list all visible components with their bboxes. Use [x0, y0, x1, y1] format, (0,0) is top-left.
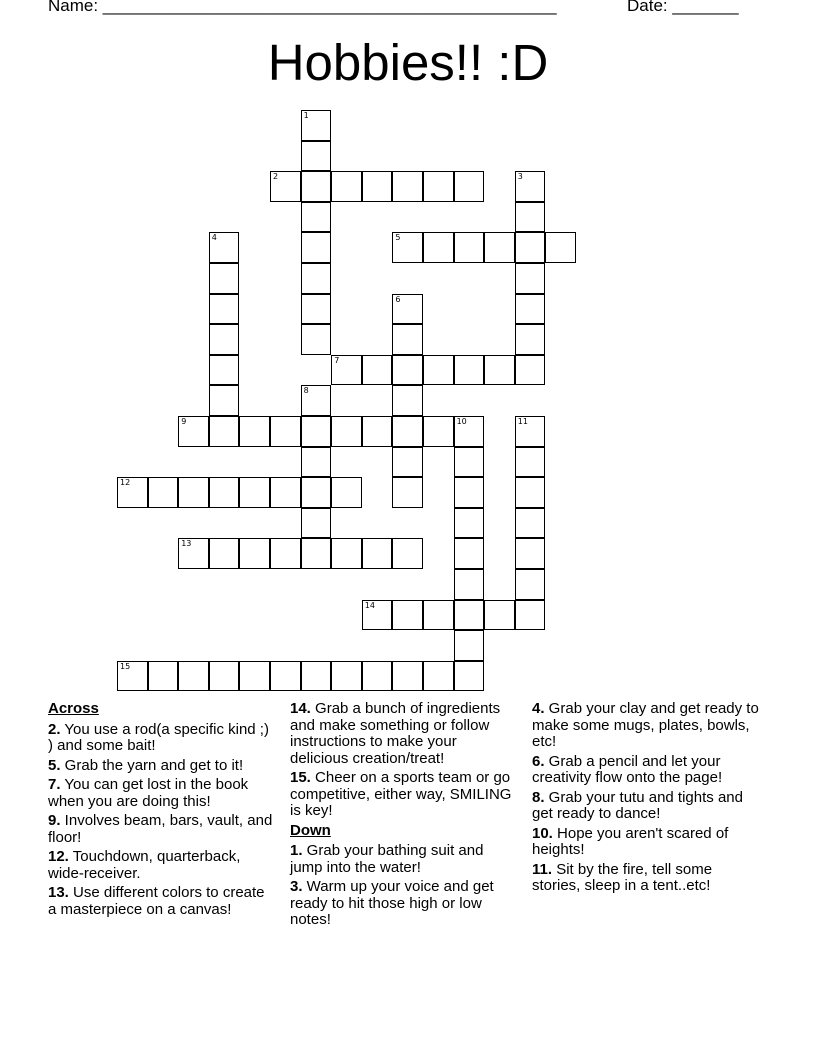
crossword-cell[interactable]: [178, 661, 209, 692]
crossword-cell[interactable]: [515, 477, 546, 508]
crossword-cell[interactable]: [392, 600, 423, 631]
clue-number: 9: [181, 417, 187, 426]
crossword-cell[interactable]: [454, 355, 485, 386]
crossword-cell[interactable]: [423, 171, 454, 202]
crossword-cell[interactable]: [515, 447, 546, 478]
clue-number: 11: [517, 417, 528, 426]
crossword-cell[interactable]: [301, 263, 332, 294]
crossword-cell[interactable]: [331, 477, 362, 508]
clue-number: 4: [211, 233, 217, 243]
crossword-cell[interactable]: [301, 416, 332, 447]
clue-number-label: 11.: [532, 860, 553, 878]
crossword-cell[interactable]: [362, 538, 393, 569]
clue-number: 1: [303, 111, 309, 120]
crossword-cell[interactable]: [423, 661, 454, 692]
crossword-cell[interactable]: [270, 538, 301, 569]
across-clue: [48, 885, 273, 918]
down-clue: [290, 843, 518, 876]
crossword-cell[interactable]: [362, 416, 393, 447]
crossword-cell[interactable]: [148, 661, 179, 692]
clue-number: 6: [395, 294, 401, 304]
crossword-cell[interactable]: [392, 477, 423, 508]
crossword-cell[interactable]: [454, 447, 485, 478]
clue-number: 12: [120, 478, 131, 488]
across-clue: [290, 770, 518, 820]
clue-number-label: 14.: [290, 700, 311, 717]
clue-number-label: 4.: [532, 700, 545, 717]
crossword-cell[interactable]: [301, 171, 332, 202]
crossword-cell[interactable]: [423, 355, 454, 386]
clue-number-label: 8.: [532, 788, 545, 806]
crossword-cell[interactable]: [454, 416, 485, 447]
clue-text: Involves beam, bars, vault, and floor!: [48, 812, 273, 846]
crossword-cell[interactable]: [209, 661, 240, 692]
crossword-cell[interactable]: [392, 232, 423, 263]
crossword-cell[interactable]: [392, 294, 423, 325]
clue-number: 13: [181, 539, 192, 549]
clue-number-label: 2.: [48, 720, 61, 738]
across-clue: [48, 758, 273, 775]
crossword-cell[interactable]: [148, 477, 179, 508]
clue-number-label: 15.: [290, 769, 311, 786]
crossword-cell[interactable]: [515, 294, 546, 325]
crossword-cell[interactable]: [392, 171, 423, 202]
crossword-cell[interactable]: [301, 324, 332, 355]
crossword-cell[interactable]: [362, 355, 393, 386]
crossword-cell[interactable]: [239, 416, 270, 447]
clue-text: Grab a bunch of ingredients and make something or follow instructions to make your delicious creation/treat!: [290, 700, 501, 767]
clue-number-label: 1.: [290, 842, 303, 859]
name-field-label[interactable]: Name: ________________________________________________: [48, 0, 557, 15]
crossword-cell[interactable]: [301, 538, 332, 569]
clue-text: Use different colors to create a masterpiece on a canvas!: [48, 884, 265, 918]
crossword-cell[interactable]: [301, 661, 332, 692]
crossword-cell[interactable]: [454, 508, 485, 539]
clue-number-label: 9.: [48, 812, 61, 829]
crossword-cell[interactable]: [331, 171, 362, 202]
crossword-cell[interactable]: [392, 355, 423, 386]
clue-number-label: 6.: [532, 752, 545, 770]
crossword-cell[interactable]: [484, 232, 515, 263]
crossword-cell[interactable]: [301, 294, 332, 325]
crossword-cell[interactable]: [209, 355, 240, 386]
clue-number: 14: [364, 600, 375, 610]
crossword-cell[interactable]: [209, 324, 240, 355]
clue-number-label: 3.: [290, 878, 303, 895]
clue-column-2: [290, 701, 518, 932]
crossword-cell[interactable]: [362, 661, 393, 692]
crossword-cell[interactable]: [301, 232, 332, 263]
crossword-cell[interactable]: [423, 416, 454, 447]
crossword-cell[interactable]: [454, 538, 485, 569]
crossword-cell[interactable]: [454, 477, 485, 508]
clue-number: 8: [303, 386, 309, 396]
clue-number-label: 7.: [48, 776, 61, 793]
page-title: Hobbies!! :D: [267, 34, 549, 91]
clue-text: You can get lost in the book when you are doing this!: [48, 776, 249, 810]
clue-number: 3: [517, 172, 523, 182]
crossword-cell[interactable]: [515, 508, 546, 539]
date-field-label[interactable]: Date: _______: [627, 0, 739, 15]
crossword-cell[interactable]: [515, 569, 546, 600]
crossword-cell[interactable]: [515, 324, 546, 355]
crossword-cell[interactable]: [392, 447, 423, 478]
down-clue: [532, 701, 762, 751]
crossword-cell[interactable]: [331, 416, 362, 447]
crossword-cell[interactable]: [515, 416, 546, 447]
clue-text: Hope you aren't scared of heights!: [532, 824, 729, 858]
crossword-cell[interactable]: [515, 232, 546, 263]
across-clue: [48, 813, 273, 846]
clue-text: You use a rod(a specific kind ;) ) and some bait!: [48, 720, 269, 754]
clue-column-1: [48, 701, 273, 921]
down-clue: [290, 879, 518, 929]
clue-number: 10: [456, 417, 467, 426]
across-clue: [48, 722, 273, 755]
crossword-cell[interactable]: [331, 538, 362, 569]
crossword-cell[interactable]: [178, 538, 209, 569]
across-clue: [48, 777, 273, 810]
crossword-cell[interactable]: [270, 171, 301, 202]
crossword-cell[interactable]: [117, 477, 148, 508]
crossword-cell[interactable]: [423, 600, 454, 631]
crossword-cell[interactable]: [178, 416, 209, 447]
clue-number: 7: [334, 355, 340, 365]
across-clue: [290, 701, 518, 767]
crossword-cell[interactable]: [362, 171, 393, 202]
down-clue: [532, 754, 762, 787]
clue-text: Sit by the fire, tell some stories, sleep in a tent..etc!: [532, 860, 713, 894]
crossword-cell[interactable]: [178, 477, 209, 508]
crossword-cell[interactable]: [209, 232, 240, 263]
crossword-cell[interactable]: [301, 508, 332, 539]
clue-number-label: 12.: [48, 848, 69, 865]
down-heading: Down: [290, 821, 331, 839]
clue-text: Grab your tutu and tights and get ready to dance!: [532, 788, 743, 822]
crossword-cell[interactable]: [270, 661, 301, 692]
crossword-cell[interactable]: [331, 355, 362, 386]
clue-text: Cheer on a sports team or go competitive, either way, SMILING is key!: [290, 769, 512, 819]
crossword-cell[interactable]: [209, 294, 240, 325]
crossword-cell[interactable]: [423, 232, 454, 263]
crossword-cell[interactable]: [209, 263, 240, 294]
crossword-cell[interactable]: [454, 569, 485, 600]
clue-text: Grab the yarn and get to it!: [60, 756, 244, 774]
crossword-cell[interactable]: [209, 538, 240, 569]
clue-number-label: 10.: [532, 824, 553, 842]
crossword-cell[interactable]: [239, 661, 270, 692]
crossword-cell[interactable]: [301, 477, 332, 508]
crossword-cell[interactable]: [392, 538, 423, 569]
clue-number: 15: [120, 661, 131, 671]
crossword-cell[interactable]: [209, 385, 240, 416]
crossword-cell[interactable]: [392, 385, 423, 416]
crossword-cell[interactable]: [301, 447, 332, 478]
crossword-cell[interactable]: [239, 538, 270, 569]
crossword-cell[interactable]: [392, 324, 423, 355]
crossword-cell[interactable]: [301, 202, 332, 233]
crossword-cell[interactable]: [392, 416, 423, 447]
crossword-cell[interactable]: [362, 600, 393, 631]
crossword-cell[interactable]: [484, 600, 515, 631]
crossword-cell[interactable]: [454, 661, 485, 692]
down-clue: [532, 862, 762, 895]
crossword-cell[interactable]: [270, 416, 301, 447]
down-clue: [532, 790, 762, 823]
crossword-cell[interactable]: [545, 232, 576, 263]
crossword-cell[interactable]: [331, 661, 362, 692]
crossword-cell[interactable]: [515, 600, 546, 631]
crossword-cell[interactable]: [515, 171, 546, 202]
crossword-cell[interactable]: [515, 538, 546, 569]
crossword-cell[interactable]: [454, 232, 485, 263]
crossword-cell[interactable]: [515, 263, 546, 294]
clue-text: Grab your bathing suit and jump into the water!: [290, 842, 484, 876]
crossword-cell[interactable]: [270, 477, 301, 508]
clue-text: Warm up your voice and get ready to hit those high or low notes!: [290, 878, 494, 928]
crossword-cell[interactable]: [301, 141, 332, 172]
crossword-cell[interactable]: [239, 477, 270, 508]
clue-text: Grab your clay and get ready to make some mugs, plates, bowls, etc!: [532, 700, 759, 750]
clue-number-label: 5.: [48, 756, 61, 774]
down-clue: [532, 826, 762, 859]
crossword-cell[interactable]: [209, 416, 240, 447]
clue-text: Touchdown, quarterback, wide-receiver.: [48, 848, 241, 882]
crossword-cell[interactable]: [515, 202, 546, 233]
crossword-cell[interactable]: [301, 110, 332, 141]
crossword-cell[interactable]: [209, 477, 240, 508]
crossword-cell[interactable]: [454, 630, 485, 661]
clue-number-label: 13.: [48, 884, 69, 901]
clue-number: 2: [273, 172, 279, 182]
clue-number: 5: [395, 233, 401, 243]
crossword-cell[interactable]: [454, 171, 485, 202]
crossword-cell[interactable]: [392, 661, 423, 692]
across-clue: [48, 849, 273, 882]
clue-column-3: [532, 701, 762, 898]
crossword-cell[interactable]: [515, 355, 546, 386]
crossword-cell[interactable]: [117, 661, 148, 692]
across-heading: Across: [48, 700, 99, 717]
crossword-cell[interactable]: [454, 600, 485, 631]
crossword-cell[interactable]: [301, 385, 332, 416]
clue-text: Grab a pencil and let your creativity flow onto the page!: [532, 752, 723, 786]
crossword-cell[interactable]: [484, 355, 515, 386]
